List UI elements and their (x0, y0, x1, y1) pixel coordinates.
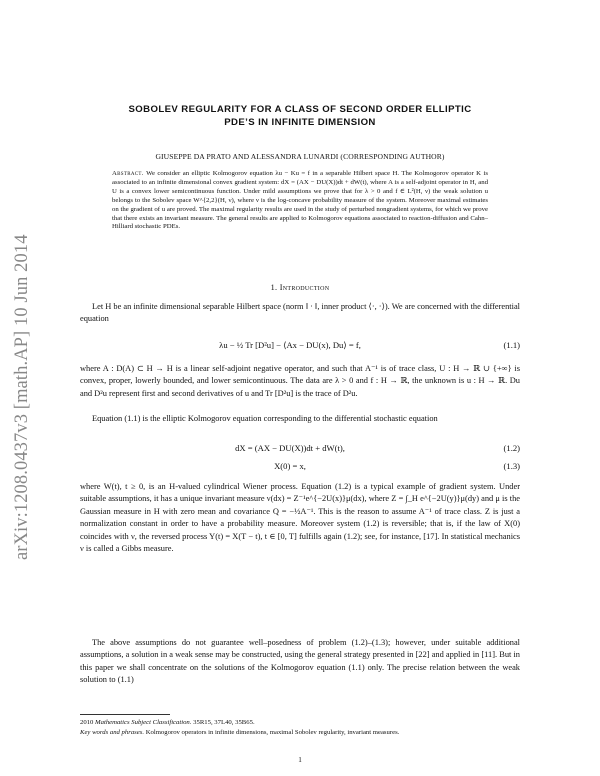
paper-authors: GIUSEPPE DA PRATO AND ALESSANDRA LUNARDI (CORRESPONDING AUTHOR) (155, 152, 445, 161)
footnote-keywords (80, 728, 520, 737)
footnote-keywords-label: Key words and phrases. (80, 729, 145, 736)
title-line-2: PDE’S IN INFINITE DIMENSION (224, 117, 376, 128)
paragraph-2: where A : D(A) ⊂ H → H is a linear self-adjoint negative operator, and such that A⁻¹ is of trace class, U : H → ℝ ∪ {+∞} is convex, proper, lowerly bounded, and lower semicontinuous. The data are λ > 0 and f : H → ℝ, the unknown is u : H → ℝ. Du and D²u represent first and second derivatives of u and Tr [D²u] is the trace of D²u. (80, 364, 520, 398)
title-line-1: SOBOLEV REGULARITY FOR A CLASS OF SECOND ORDER ELLIPTIC (128, 104, 472, 115)
arxiv-identifier-stamp[interactable]: arXiv:1208.0437v3 [math.AP] 10 Jun 2014 (12, 234, 32, 560)
page-number: 1 (298, 756, 302, 764)
equation-1-3-expression: X(0) = x, (274, 461, 306, 471)
paragraph-4: where W(t), t ≥ 0, is an H-valued cylindrical Wiener process. Equation (1.2) is a typical example of gradient system. Under suitable assumptions, it has a unique invariant measure ν(dx) = Z⁻¹e^{−2U(x)}μ(dx), where Z = ∫_H e^{−2U(y)}μ(dy) and μ is the Gaussian measure in H with zero mean and covariance Q = −½A⁻¹. This is the reason to assume A⁻¹ of trace class. Z is just a normalization constant in order to have a probability measure. Moreover system (1.2) is reversible; that is, if the law of X(0) coincides with ν, the reversed process Y(t) = X(T − t), t ∈ [0, T] fulfills again (1.2); see, for instance, [17]. In statistical mechanics ν is called a Gibbs measure. (80, 482, 520, 554)
footnote-msc-codes: 35R15, 37L40, 35B65. (193, 719, 255, 726)
footnote-keywords-text: Kolmogorov operators in infinite dimensions, maximal Sobolev regularity, invariant measures. (145, 729, 400, 736)
abstract (112, 170, 488, 232)
paragraph-1: Let H be an infinite dimensional separable Hilbert space (norm ‖ · ‖, inner product ⟨·, ·⟩). We are concerned with the differential equation (80, 302, 520, 324)
equation-1-2-number: (1.2) (503, 443, 520, 453)
paper-title (80, 103, 520, 129)
equation-1-3-number: (1.3) (503, 461, 520, 471)
abstract-label: Abstract. (112, 170, 144, 177)
footnote-divider (80, 714, 170, 715)
footnote-msc-label: Mathematics Subject Classification. (95, 719, 192, 726)
paragraph-5: The above assumptions do not guarantee well–posedness of problem (1.2)–(1.3); however, under suitable additional assumptions, a solution in a weak sense may be constructed, using the general strategy presented in [22] and applied in [11]. But in this paper we shall concentrate on the solutions of the Kolmogorov equation (1.1) only. The precise relation between the weak solution to (1.1) (80, 638, 520, 685)
paragraph-3: Equation (1.1) is the elliptic Kolmogorov equation corresponding to the differential stochastic equation (92, 414, 438, 423)
footnote-msc-prefix: 2010 (80, 719, 94, 726)
abstract-text: We consider an elliptic Kolmogorov equation λu − Ku = f in a separable Hilbert space H. The Kolmogorov operator K is associated to an infinite dimensional convex gradient system: dX = (AX − DU(X))dt + dW(t), where A is a self-adjoint operator in H, and U is a convex lower semicontinuous function. Under mild assumptions we prove that for λ > 0 and f ∈ L²(H, ν) the weak solution u belongs to the Sobolev space W^{2,2}(H, ν), where ν is the log-concave probability measure of the system. Moreover maximal estimates on the gradient of u are proved. The maximal regularity results are used in the study of perturbed nongradient systems, for which we prove that there exists an invariant measure. The general results are applied to Kolmogorov equations associated to reaction-diffusion and Cahn–Hilliard stochastic PDEs. (112, 170, 488, 231)
equation-1-1-expression: λu − ½ Tr [D²u] − ⟨Ax − DU(x), Du⟩ = f, (219, 340, 361, 350)
equation-1-2-expression: dX = (AX − DU(X))dt + dW(t), (235, 443, 345, 453)
footnote-msc (80, 718, 520, 727)
equation-1-1-number: (1.1) (503, 340, 520, 350)
section-heading-introduction: 1. Introduction (270, 283, 330, 292)
